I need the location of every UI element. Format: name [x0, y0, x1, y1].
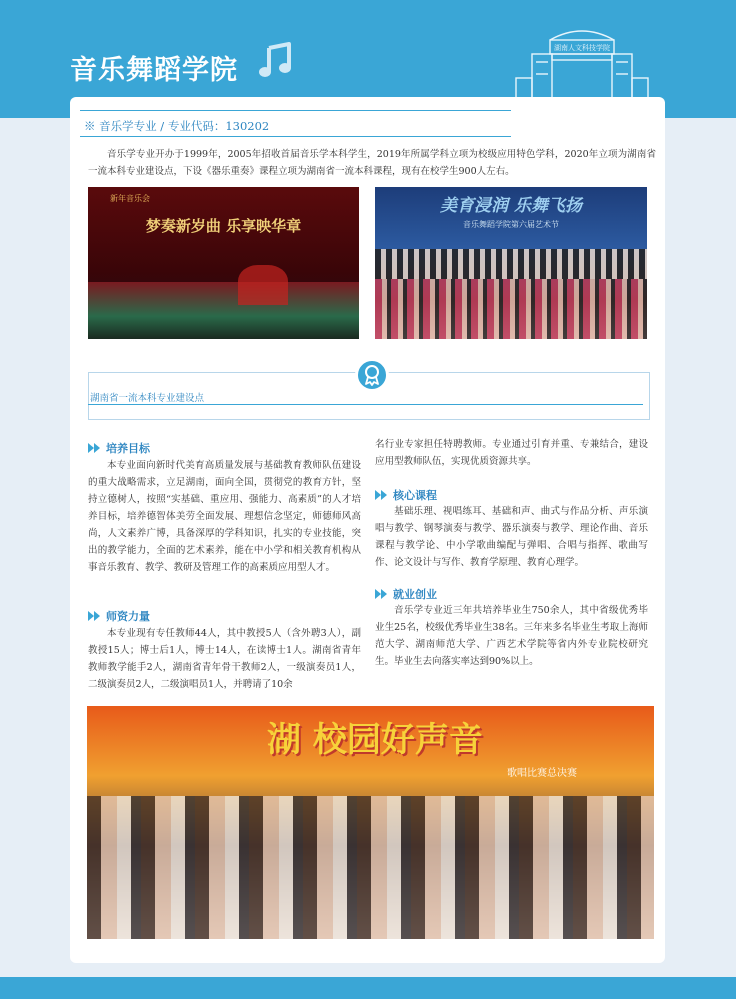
divider — [88, 404, 643, 405]
training-heading: 培养目标 — [88, 440, 150, 456]
group-banner: 湖 校园好声音 — [267, 720, 483, 760]
chevron-arrow-icon — [88, 443, 102, 453]
concert-banner: 梦奏新岁曲 乐享映华章 — [145, 217, 302, 235]
major-intro: 音乐学专业开办于1999年，2005年招收首届音乐学本科学生，2019年所属学科立项为校级应用特色学科，2020年立项为湖南省一流本科专业建设点，下设《器乐重奏》课程立项为湖南省一流本科课程，现有在校学生900人左右。 — [88, 149, 656, 177]
footer-band — [0, 977, 736, 999]
music-note-icon — [257, 40, 297, 80]
construction-label: 湖南省一流本科专业建设点 — [90, 393, 205, 404]
faculty-heading: 师资力量 — [88, 608, 150, 624]
choir-photo — [375, 187, 647, 339]
faculty-text-cont: 名行业专家担任特聘教师。专业通过引育并重、专兼结合，建设应用型教师队伍，实现优质资源共享。 — [375, 439, 648, 467]
concert-logo: 新年音乐会 — [110, 194, 150, 203]
courses-text: 基础乐理、视唱练耳、基础和声、曲式与作品分析、声乐演唱与教学、钢琴演奏与教学、器乐演奏与教学、理论作曲、音乐课程与教学论、中小学歌曲编配与弹唱、合唱与指挥、歌曲写作、论文设计与写作、教育学原理、教育心理学。 — [375, 506, 648, 568]
gate-sign: 湖南人文科技学院 — [554, 44, 610, 52]
training-text: 本专业面向新时代美育高质量发展与基础教育教师队伍建设的重大战略需求，立足湖南，面向全国，贯彻党的教育方针，坚持立德树人，按照“实基础、重应用、强能力、高素质”的人才培养目标，培养德智体美劳全面发展、理想信念坚定，师德师风高尚，人文素养广博，具备深厚的学科知识，扎实的专业技能，突出的教学能力，全面的艺术素养，能在中小学和相关教育机构从事音乐教育、教学、教研及管理工作的高素质应用型人才。 — [88, 460, 361, 573]
career-text: 音乐学专业近三年共培养毕业生750余人，其中省级优秀毕业生25名，校级优秀毕业生38名。三年来多名毕业生考取上海师范大学、湖南师范大学、广西艺术学院等省内外专业院校研究生。毕业生去向落实率达到90%以上。 — [375, 605, 648, 667]
concert-photo — [88, 187, 359, 339]
chevron-arrow-icon — [375, 589, 389, 599]
award-ribbon-icon — [355, 358, 389, 392]
divider — [80, 136, 511, 137]
courses-heading: 核心课程 — [375, 487, 437, 503]
group-sub: 歌唱比赛总决赛 — [507, 768, 577, 779]
chevron-arrow-icon — [375, 490, 389, 500]
page-title: 音乐舞蹈学院 — [70, 55, 238, 86]
career-heading: 就业创业 — [375, 586, 437, 602]
group-photo — [87, 706, 654, 939]
divider — [80, 110, 511, 111]
choir-banner: 美育浸润 乐舞飞扬 — [440, 196, 582, 216]
faculty-text: 本专业现有专任教师44人，其中教授5人（含外聘3人），副教授15人；博士后1人，博士14人，在读博士1人。湖南省青年教师教学能手2人，湖南省青年骨干教师2人，一级演奏员1人，二级演奏员2人，二级演唱员1人，并聘请了10余 — [88, 628, 361, 690]
chevron-arrow-icon — [88, 611, 102, 621]
major-label: ※ 音乐学专业 / 专业代码：130202 — [84, 119, 270, 133]
choir-subtitle: 音乐舞蹈学院第六届艺术节 — [463, 220, 559, 229]
